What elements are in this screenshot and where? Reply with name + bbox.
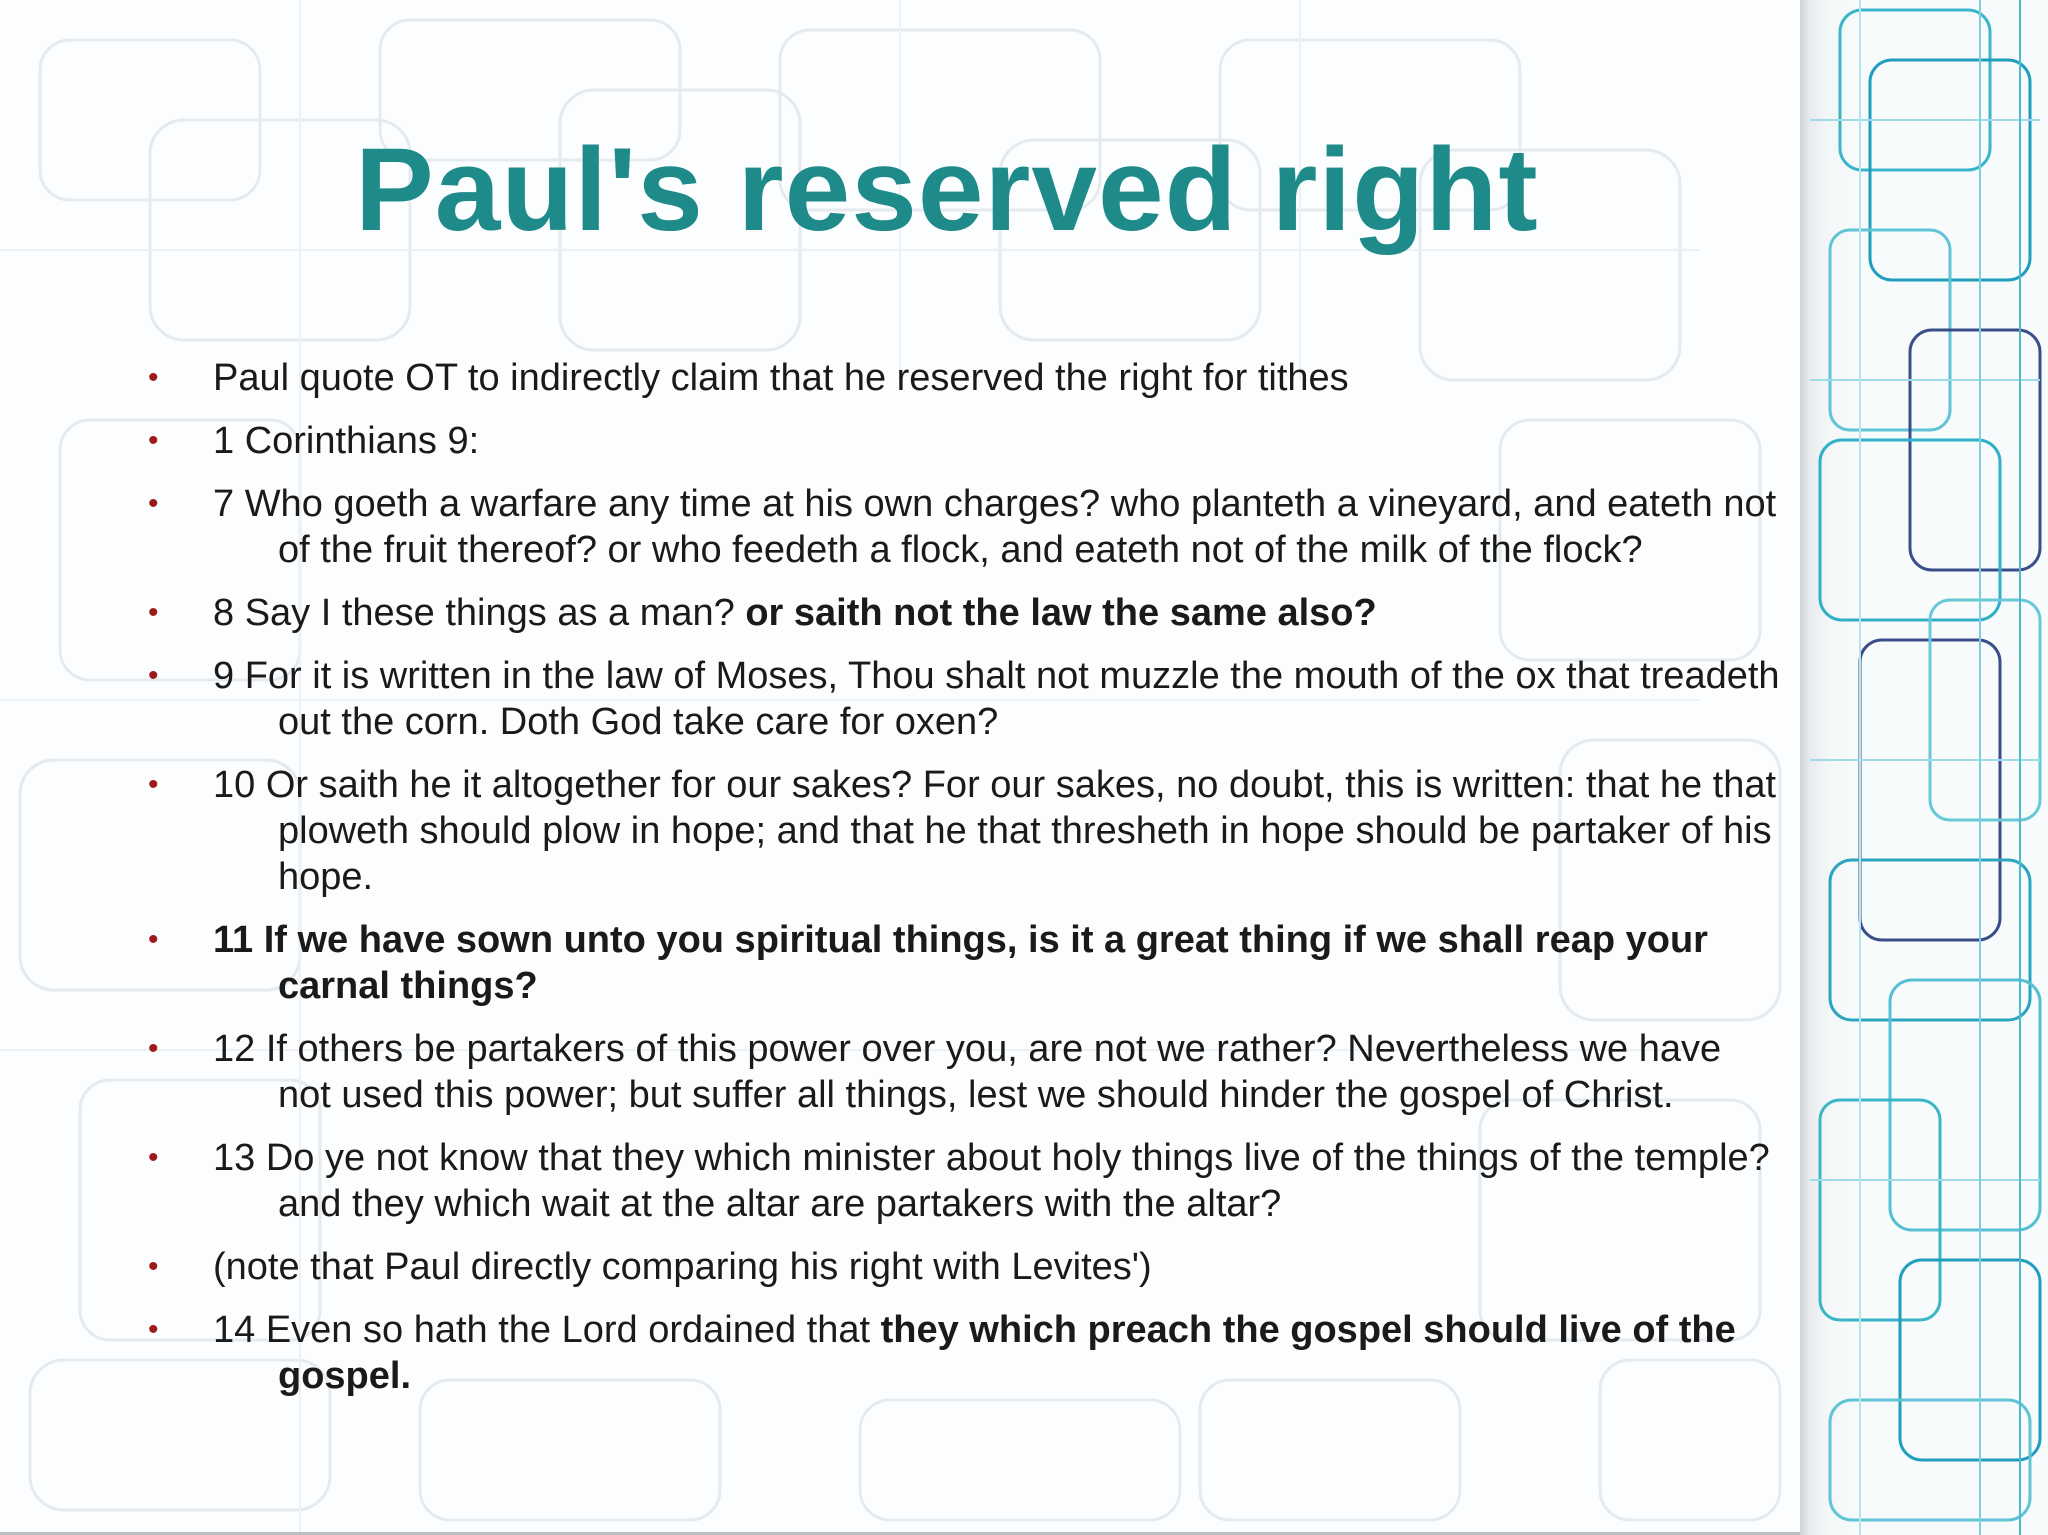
bullet-text: [213, 481, 1780, 573]
bullet-text: [213, 1307, 1780, 1399]
bullet-text: [213, 590, 1780, 636]
bullet-item: [140, 1244, 1780, 1290]
bullet-item: [140, 418, 1780, 464]
bullet-text: [213, 1026, 1780, 1118]
bullet-marker: •: [148, 361, 159, 394]
bullet-text: [213, 418, 1780, 464]
decorative-side-strip: [1800, 0, 2048, 1535]
bullet-text-segment: 14 Even so hath the Lord ordained that: [213, 1309, 881, 1351]
bullet-text: [213, 355, 1780, 401]
bullet-text-bold-segment: 11 If we have sown unto you spiritual things, is it a great thing if we shall reap your carnal things?: [213, 919, 1708, 1007]
bullet-marker: •: [148, 768, 159, 801]
bullet-item: [140, 481, 1780, 573]
bullet-text: [213, 762, 1780, 900]
bullet-item: [140, 1307, 1780, 1399]
bullet-item: [140, 1135, 1780, 1227]
bullet-marker: •: [148, 1313, 159, 1346]
bullet-item: [140, 355, 1780, 401]
bullet-text-bold-segment: they which preach the gospel should live of the gospel.: [278, 1309, 1736, 1397]
bullet-text-segment: (note that Paul directly comparing his right with Levites'): [213, 1246, 1152, 1288]
bullet-marker: •: [148, 487, 159, 520]
bullet-marker: •: [148, 596, 159, 629]
bullet-text-segment: Paul quote OT to indirectly claim that he reserved the right for tithes: [213, 357, 1349, 399]
bullet-item: [140, 762, 1780, 900]
bullet-marker: •: [148, 1032, 159, 1065]
bullet-text: [213, 917, 1780, 1009]
bullet-text-segment: 12 If others be partakers of this power over you, are not we rather? Nevertheless we have not used this power; but suffer all things, lest we should hinder the gospel of Christ.: [213, 1028, 1722, 1116]
bullet-text-segment: 9 For it is written in the law of Moses, Thou shalt not muzzle the mouth of the ox that treadeth out the corn. Doth God take care for oxen?: [213, 655, 1780, 743]
bullet-item: [140, 917, 1780, 1009]
circuit-lines-decoration: [1800, 0, 2048, 1535]
bullet-text-segment: 8 Say I these things as a man?: [213, 592, 746, 634]
bullet-item: [140, 1026, 1780, 1118]
bullet-text: [213, 1244, 1780, 1290]
slide-title: Paul's reserved right: [355, 124, 1539, 256]
bullet-item: [140, 590, 1780, 636]
bullet-marker: •: [148, 1141, 159, 1174]
bullet-text-segment: 1 Corinthians 9:: [213, 420, 480, 462]
bullet-marker: •: [148, 424, 159, 457]
bullet-text-segment: 10 Or saith he it altogether for our sakes? For our sakes, no doubt, this is written: that he that ploweth should plow in hope; and that he that thresheth in hope should be partaker of his hope.: [213, 764, 1777, 898]
bullet-text-segment: 7 Who goeth a warfare any time at his own charges? who planteth a vineyard, and eateth not of the fruit thereof? or who feedeth a flock, and eateth not of the milk of the flock?: [213, 483, 1777, 571]
bullet-marker: •: [148, 923, 159, 956]
bullet-marker: •: [148, 1250, 159, 1283]
bullet-list: [140, 355, 1780, 1416]
bullet-text: [213, 1135, 1780, 1227]
bullet-marker: •: [148, 659, 159, 692]
bullet-item: [140, 653, 1780, 745]
bullet-text-segment: 13 Do ye not know that they which minister about holy things live of the things of the temple? and they which wait at the altar are partakers with the altar?: [213, 1137, 1770, 1225]
bullet-text: [213, 653, 1780, 745]
bullet-text-bold-segment: or saith not the law the same also?: [745, 592, 1377, 634]
